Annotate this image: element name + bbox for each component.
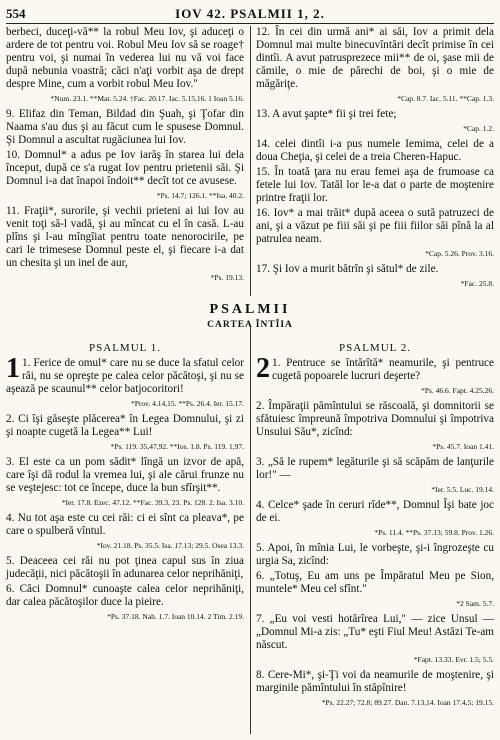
verse: 9. Elifaz din Teman, Bildad din Şuah, şi Ţofar din Naama s'au dus şi au făcut cum le spusese Domnul. Şi Domnul a ascultat rugăciunea lui Iov. [6,108,244,146]
page-header [6,4,494,24]
drop-cap: 1 [6,353,20,384]
book-subtitle: CARTEA ÎNTÎIA [207,320,293,330]
verse: 2. Împăraţii pămîntului se răscoală, şi domnitorii se sfătuiesc împreună împotriva Domnului şi împotriva Unsului Său*, zicînd: [256,400,494,438]
verse: 17. Şi Iov a murit bătrîn şi sătul* de zile. [256,263,439,275]
verse: 5. Apoi, în mînia Lui, le vorbeşte, şi-i îngrozeşte cu urgia Sa, zicînd: [256,542,494,567]
verse: 11. Fraţii*, surorile, şi vechii prieteni ai lui Iov au venit toţi să-l vadă, şi au mîncat cu el în casă. L-au plîns şi l-au mîngîiat pentru toate nenorocirile, pe cari le trimesese Domnul peste el, şi fiecare i-a dat un chesita şi un inel de aur, [6,205,244,269]
verse: 7. „Eu voi vesti hotărîrea Lui," — zice Unsul — „Domnul Mi-a zis: „Tu* eşti Fiul Meu! Astăzi Te-am născut. [256,613,494,651]
psalm-2-heading: PSALMUL 2. [339,342,411,354]
column-divider-top [250,26,251,296]
verse: 8. Cere-Mi*, şi-Ţi voi da neamurile de moştenire, şi marginile pămîntului în stăpînire! [256,669,494,694]
cross-reference: *Iov. 21.18. Ps. 35.5. Isa. 17.13; 29.5. Osea 13.3. [96,541,244,550]
verse: 14. celei dintîi i-a pus numele Iemima, celei de a doua Cheţia, şi celei de a treia Cheren-Hapuc. [256,138,494,163]
cross-reference: *Num. 23.1. **Mat. 5.24. †Fac. 20.17. Iac. 5.15,16. 1 Ioan 5.16. [50,94,244,103]
page-number: 554 [6,6,26,21]
cross-reference: *Ps. 11.4. **Ps. 37.13; 59.8. Prov. 1.26. [374,528,494,537]
verse: 15. În toată ţara nu erau femei aşa de frumoase ca fetele lui Iov. Tatăl lor le-a dat o parte de moştenire printre fraţii lor. [256,166,494,204]
running-head: IOV 42. PSALMII 1, 2. [175,6,325,21]
cross-reference: *Ps. 37.18. Nah. 1.7. Ioan 10.14. 2 Tim. 2.19. [107,612,244,621]
page [6,4,494,736]
cross-reference: *Prov. 4.14,15. **Ps. 26.4. Ier. 15.17. [130,399,244,408]
verse: 3. El este ca un pom sădit* lîngă un izvor de apă, care îşi dă rodul la vremea lui, şi ale cărui frunze nu se veştejesc: tot ce începe, duce la bun sfîrşit**. [6,456,244,494]
cross-reference: *Ps. 119. 35,47,92. **Ios. 1.8. Ps. 119. 1,97. [110,442,244,451]
cross-reference: *Fapt. 13.33. Evr. 1.5; 5.5. [413,655,494,664]
right-column-top [256,26,494,293]
psalm-1 [6,342,244,626]
verse: 6. „Totuş, Eu am uns pe Împăratul Meu pe Sion, muntele* Meu cel sfînt." [256,570,494,595]
cross-reference: *Ps. 19.13. [210,273,244,282]
cross-reference: *Cap. 1.2. [463,124,494,133]
verse [6,353,244,396]
verse: 4. Nu tot aşa este cu cei răi: ci ei sînt ca pleava*, pe care o spulberă vîntul. [6,512,244,537]
cross-reference: *2 Sam. 5.7. [456,599,494,608]
verse: 10. Domnul* a adus pe Iov iarăş în starea lui dela început, după ce s'a rugat Iov pentru prietenii săi. Şi Domnul i-a dat înapoi îndoit** decît tot ce avusese. [6,149,244,187]
cross-reference: *Ps. 45.7. Ioan 1.41. [432,442,494,451]
verse-text: 1. Pentruce se întărîtă* neamurile, şi pentruce cugetă popoarele lucruri deşerte? [272,357,494,382]
verse: 16. Iov* a mai trăit* după aceea o sută patruzeci de ani, şi a văzut pe fiii săi şi pe fiii fiilor săi pînă la al patrulea neam. [256,207,494,245]
cross-reference: *Ps. 14.7; 126.1. **Isa. 40.2. [156,191,244,200]
verse-text: 1. Ferice de omul* care nu se duce la sfatul celor răi, nu se opreşte pe calea celor păcătoşi, şi nu se aşează pe scaunul** celor batjocoritori! [6,357,244,395]
verse: berbeci, duceţi-vă** la robul Meu Iov, şi aduceţi o ardere de tot pentru voi. Robul Meu Iov să se roage† pentru voi, şi numai în vederea lui nu vă voi face după nebunia voastră; căci n'aţi vorbit aşa de drept despre Mine, cum a vorbit robul Meu Iov." [6,26,244,90]
cross-reference: *Ier. 5.5. Luc. 19.14. [431,485,494,494]
verse: 3. „Să le rupem* legăturile şi să scăpăm de lanţurile lor!" — [256,456,494,481]
cross-reference: *Cap. 8.7. Iac. 5.11. **Cap. 1.3. [397,94,494,103]
cross-reference: *Ps. 46.6. Fapt. 4.25,26. [421,386,494,395]
cross-reference: *Fac. 25.8. [460,279,494,288]
psalm-2-text [256,353,494,709]
cross-reference: *Cap. 5.26. Prov. 3.16. [425,249,494,258]
verse: 6. Căci Domnul* cunoaşte calea celor neprihăniţi, dar calea păcătoşilor duce la pieire. [6,583,244,608]
left-column-top [6,26,244,287]
column-divider-bottom [250,326,251,734]
header-rule [6,23,494,24]
psalm-1-heading: PSALMUL 1. [89,342,161,354]
verse: 2. Ci îşi găseşte plăcerea* în Legea Domnului, şi zi şi noapte cugetă la Legea** Lui! [6,413,244,438]
book-title: PSALMII [209,302,291,317]
verse: 13. A avut şapte* fii şi trei fete; [256,108,397,120]
verse: 4. Celce* şade în ceruri rîde**, Domnul Îşi bate joc de ei. [256,499,494,524]
psalm-1-text [6,353,244,623]
cross-reference: *Ier. 17.8. Ezec. 47.12. **Fac. 39.3, 23. Ps. 128. 2. Isa. 3.10. [61,498,244,507]
drop-cap: 2 [256,353,270,384]
verse: 12. În cei din urmă ani* ai săi, Iov a primit dela Domnul mai multe binecuvîntări decît primise în cei dintîi. A avut patrusprezece mii** de oi, şase mii de cămile, o mie de părechi de boi, şi o mie de măgăriţe. [256,26,494,90]
psalm-2 [256,342,494,712]
verse: 5. Deaceea cei răi nu pot ţinea capul sus în ziua judecăţii, nici păcătoşii în adunarea celor neprihăniţi, [6,555,244,580]
cross-reference: *Ps. 22.27; 72.8; 89.27. Dan. 7.13,14. Ioan 17.4,5; 19.15. [321,698,494,707]
verse [256,353,494,384]
